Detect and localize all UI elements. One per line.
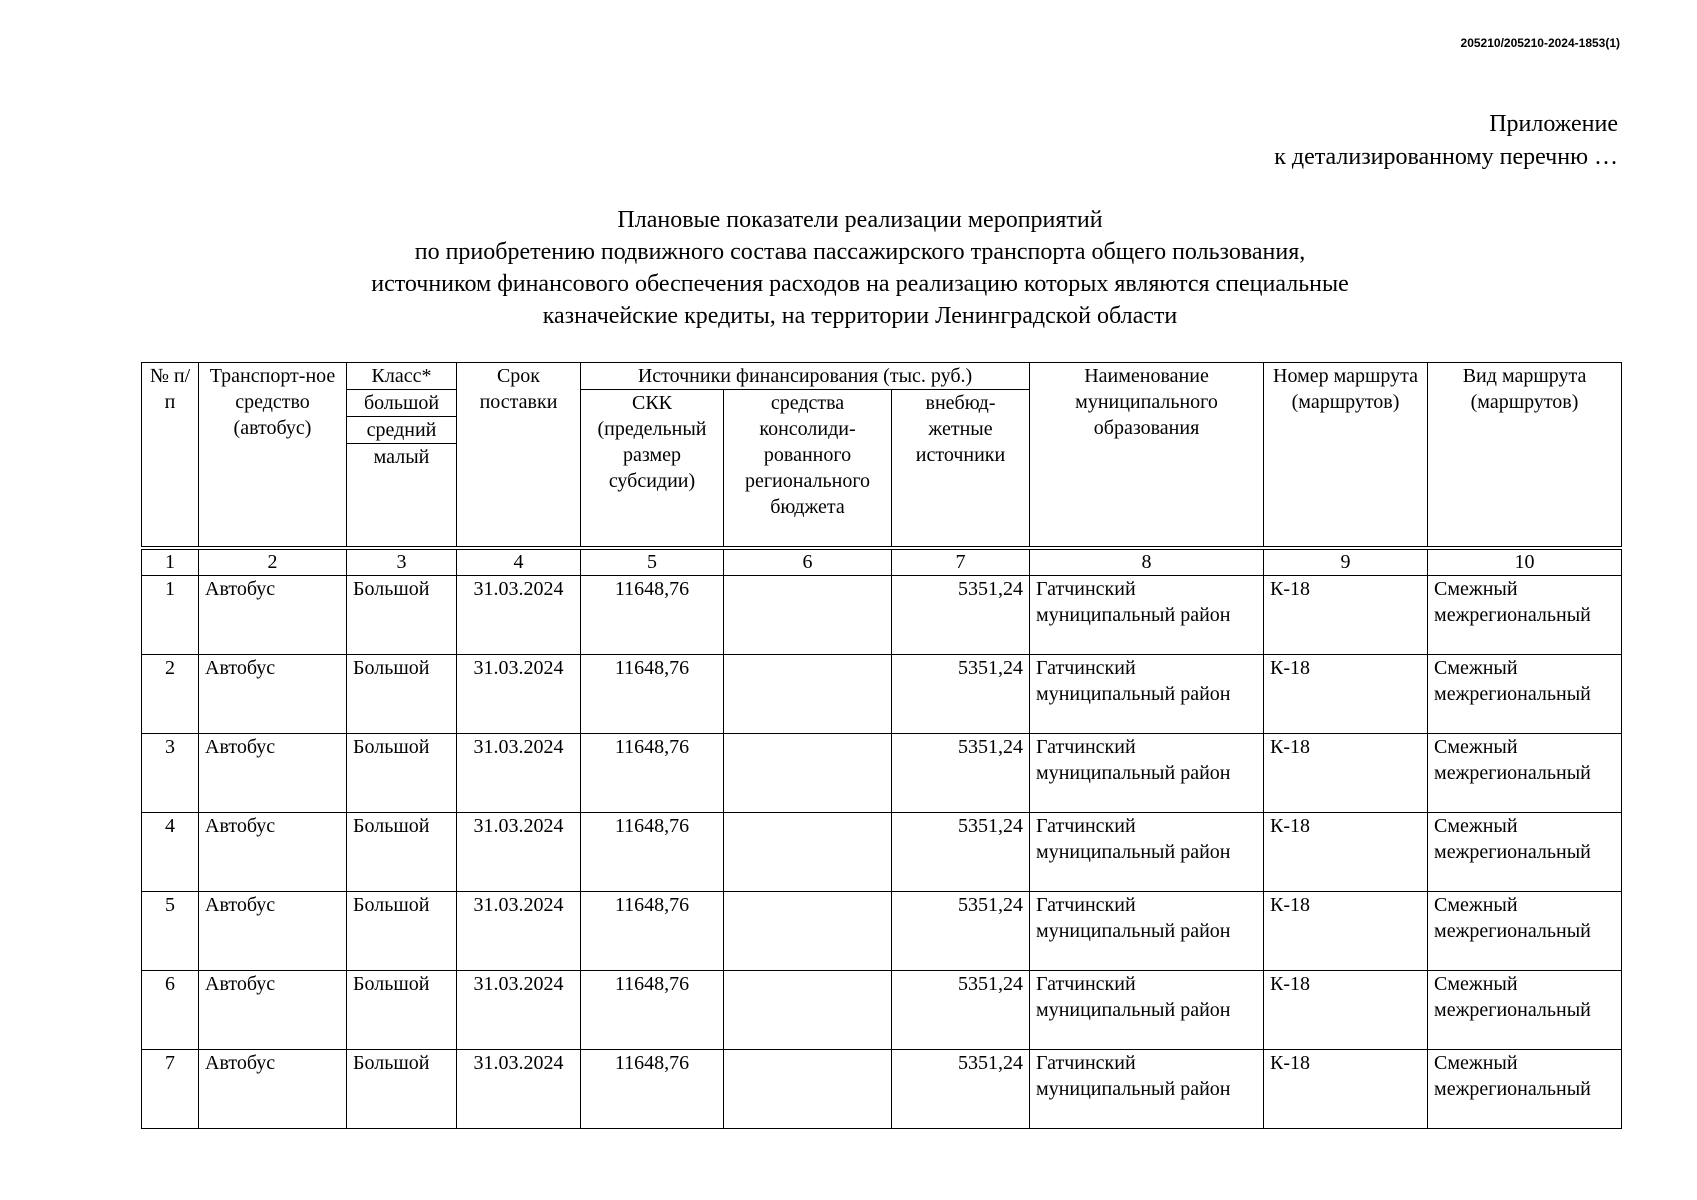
cell-vehicle: Автобус xyxy=(199,813,347,892)
cell-delivery-date: 31.03.2024 xyxy=(457,813,581,892)
title-line-3: источником финансового обеспечения расходов на реализацию которых являются специальные xyxy=(371,271,1349,297)
header-funding: Источники финансирования (тыс. руб.) xyxy=(581,363,1030,390)
cell-class: Большой xyxy=(347,576,457,655)
cell-municipality: Гатчинский муниципальный район xyxy=(1030,1050,1264,1129)
cell-class: Большой xyxy=(347,1050,457,1129)
column-number: 1 xyxy=(142,550,199,576)
cell-route-number: К-18 xyxy=(1264,734,1428,813)
cell-delivery-date: 31.03.2024 xyxy=(457,734,581,813)
cell-consolidated xyxy=(724,892,892,971)
cell-vehicle: Автобус xyxy=(199,892,347,971)
cell-route-type: Смежный межрегиональный xyxy=(1428,971,1622,1050)
header-route-type: Вид маршрута (маршрутов) xyxy=(1428,363,1622,547)
table-body xyxy=(142,576,1622,1129)
cell-route-number: К-18 xyxy=(1264,892,1428,971)
table-row xyxy=(142,892,1622,971)
appendix-line-2: к детализированному перечню … xyxy=(1274,144,1618,170)
cell-offbudget: 5351,24 xyxy=(892,1050,1030,1129)
cell-consolidated xyxy=(724,1050,892,1129)
document-id: 205210/205210-2024-1853(1) xyxy=(1460,36,1620,50)
cell-skk: 11648,76 xyxy=(581,971,724,1050)
column-number-row xyxy=(142,550,1622,576)
appendix-line-1: Приложение xyxy=(1489,111,1618,137)
cell-skk: 11648,76 xyxy=(581,734,724,813)
cell-skk: 11648,76 xyxy=(581,655,724,734)
cell-offbudget: 5351,24 xyxy=(892,892,1030,971)
cell-route-type: Смежный межрегиональный xyxy=(1428,892,1622,971)
cell-num: 6 xyxy=(142,971,199,1050)
cell-num: 2 xyxy=(142,655,199,734)
document-title xyxy=(120,204,1600,332)
header-class-small: малый xyxy=(347,444,457,547)
cell-route-type: Смежный межрегиональный xyxy=(1428,655,1622,734)
table-row xyxy=(142,813,1622,892)
column-number: 4 xyxy=(457,550,581,576)
cell-delivery-date: 31.03.2024 xyxy=(457,892,581,971)
cell-municipality: Гатчинский муниципальный район xyxy=(1030,971,1264,1050)
title-line-1: Плановые показатели реализации мероприятий xyxy=(617,207,1103,233)
indicators-table xyxy=(141,362,1622,1129)
cell-class: Большой xyxy=(347,813,457,892)
cell-skk: 11648,76 xyxy=(581,892,724,971)
table-row xyxy=(142,1050,1622,1129)
cell-skk: 11648,76 xyxy=(581,576,724,655)
cell-num: 3 xyxy=(142,734,199,813)
cell-vehicle: Автобус xyxy=(199,655,347,734)
header-delivery: Срок поставки xyxy=(457,363,581,547)
appendix-note xyxy=(1100,108,1618,174)
cell-class: Большой xyxy=(347,734,457,813)
cell-offbudget: 5351,24 xyxy=(892,655,1030,734)
cell-municipality: Гатчинский муниципальный район xyxy=(1030,892,1264,971)
cell-vehicle: Автобус xyxy=(199,971,347,1050)
cell-skk: 11648,76 xyxy=(581,813,724,892)
header-route-number: Номер маршрута (маршрутов) xyxy=(1264,363,1428,547)
cell-num: 7 xyxy=(142,1050,199,1129)
column-number: 9 xyxy=(1264,550,1428,576)
column-number: 8 xyxy=(1030,550,1264,576)
title-line-4: казначейские кредиты, на территории Ленинградской области xyxy=(542,303,1178,329)
cell-route-type: Смежный межрегиональный xyxy=(1428,813,1622,892)
table-row xyxy=(142,655,1622,734)
column-number: 3 xyxy=(347,550,457,576)
cell-vehicle: Автобус xyxy=(199,734,347,813)
title-line-2: по приобретению подвижного состава пассажирского транспорта общего пользования, xyxy=(414,239,1306,265)
cell-route-number: К-18 xyxy=(1264,1050,1428,1129)
cell-route-type: Смежный межрегиональный xyxy=(1428,734,1622,813)
header-skk: СКК (предельный размер субсидии) xyxy=(581,390,724,547)
cell-vehicle: Автобус xyxy=(199,1050,347,1129)
cell-consolidated xyxy=(724,813,892,892)
header-offbudget: внебюд-жетные источники xyxy=(892,390,1030,547)
column-number: 6 xyxy=(724,550,892,576)
cell-municipality: Гатчинский муниципальный район xyxy=(1030,655,1264,734)
cell-route-number: К-18 xyxy=(1264,971,1428,1050)
table-row xyxy=(142,576,1622,655)
cell-route-type: Смежный межрегиональный xyxy=(1428,1050,1622,1129)
cell-class: Большой xyxy=(347,655,457,734)
column-number: 10 xyxy=(1428,550,1622,576)
cell-consolidated xyxy=(724,576,892,655)
cell-route-type: Смежный межрегиональный xyxy=(1428,576,1622,655)
cell-offbudget: 5351,24 xyxy=(892,971,1030,1050)
column-number: 7 xyxy=(892,550,1030,576)
cell-municipality: Гатчинский муниципальный район xyxy=(1030,813,1264,892)
header-consolidated-budget: средства консолиди-рованного регионального бюджета xyxy=(724,390,892,547)
cell-num: 1 xyxy=(142,576,199,655)
cell-class: Большой xyxy=(347,892,457,971)
cell-num: 4 xyxy=(142,813,199,892)
cell-class: Большой xyxy=(347,971,457,1050)
column-number: 5 xyxy=(581,550,724,576)
cell-delivery-date: 31.03.2024 xyxy=(457,655,581,734)
table-row xyxy=(142,971,1622,1050)
cell-offbudget: 5351,24 xyxy=(892,576,1030,655)
header-class-medium: средний xyxy=(347,417,457,444)
header-vehicle: Транспорт-ное средство (автобус) xyxy=(199,363,347,547)
header-num: № п/п xyxy=(142,363,199,547)
header-class: Класс* xyxy=(347,363,457,390)
column-number: 2 xyxy=(199,550,347,576)
cell-delivery-date: 31.03.2024 xyxy=(457,1050,581,1129)
cell-skk: 11648,76 xyxy=(581,1050,724,1129)
cell-delivery-date: 31.03.2024 xyxy=(457,576,581,655)
cell-consolidated xyxy=(724,734,892,813)
cell-offbudget: 5351,24 xyxy=(892,734,1030,813)
cell-route-number: К-18 xyxy=(1264,576,1428,655)
cell-vehicle: Автобус xyxy=(199,576,347,655)
table-row xyxy=(142,734,1622,813)
cell-route-number: К-18 xyxy=(1264,655,1428,734)
cell-delivery-date: 31.03.2024 xyxy=(457,971,581,1050)
cell-consolidated xyxy=(724,655,892,734)
cell-num: 5 xyxy=(142,892,199,971)
header-class-large: большой xyxy=(347,390,457,417)
cell-route-number: К-18 xyxy=(1264,813,1428,892)
header-municipality: Наименование муниципального образования xyxy=(1030,363,1264,547)
cell-municipality: Гатчинский муниципальный район xyxy=(1030,576,1264,655)
cell-consolidated xyxy=(724,971,892,1050)
cell-municipality: Гатчинский муниципальный район xyxy=(1030,734,1264,813)
cell-offbudget: 5351,24 xyxy=(892,813,1030,892)
